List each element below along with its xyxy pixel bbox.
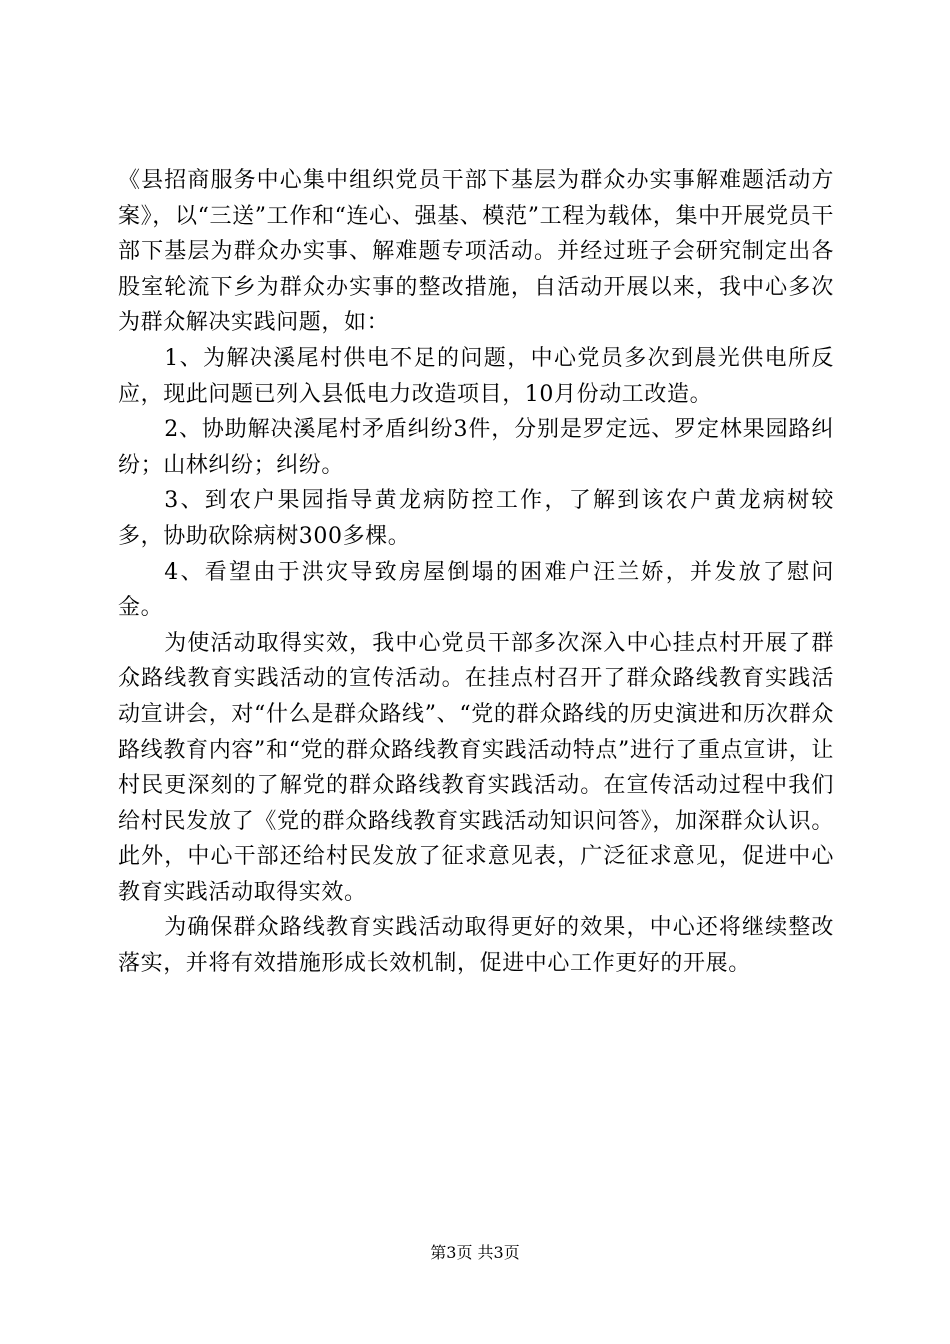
paragraph-item-1-power-supply: 1、为解决溪尾村供电不足的问题，中心党员多次到晨光供电所反应，现此问题已列入县低电力改造项目，10月份动工改造。 (118, 345, 834, 407)
paragraph-activity-plan: 《县招商服务中心集中组织党员干部下基层为群众办实事解难题活动方案》，以“三送”工作和“连心、强基、模范”工程为载体，集中开展党员干部下基层为群众办实事、解难题专项活动。并经过班子会研究制定出各股室轮流下乡为群众办实事的整改措施，自活动开展以来，我中心多次为群众解决实践问题，如： (118, 168, 834, 336)
paragraph-item-4-relief: 4、看望由于洪灾导致房屋倒塌的困难户汪兰娇，并发放了慰问金。 (118, 559, 834, 621)
paragraph-conclusion: 为确保群众路线教育实践活动取得更好的效果，中心还将继续整改落实，并将有效措施形成长效机制，促进中心工作更好的开展。 (118, 915, 834, 977)
paragraph-item-2-disputes: 2、协助解决溪尾村矛盾纠纷3件，分别是罗定远、罗定林果园路纠纷；山林纠纷；纠纷。 (118, 417, 834, 478)
paragraph-item-3-orchard: 3、到农户果园指导黄龙病防控工作，了解到该农户黄龙病树较多，协助砍除病树300多棵。 (118, 488, 834, 549)
paragraph-publicity: 为使活动取得实效，我中心党员干部多次深入中心挂点村开展了群众路线教育实践活动的宣传活动。在挂点村召开了群众路线教育实践活动宣讲会，对“什么是群众路线”、“党的群众路线的历史演进和历次群众路线教育内容”和“党的群众路线教育实践活动特点”进行了重点宣讲，让村民更深刻的了解党的群众路线教育实践活动。在宣传活动过程中我们给村民发放了《党的群众路线教育实践活动知识问答》，加深群众认识。此外，中心干部还给村民发放了征求意见表，广泛征求意见，促进中心教育实践活动取得实效。 (118, 630, 834, 905)
page-number-footer: 第3页 共3页 (430, 1243, 520, 1262)
document-body (118, 163, 834, 982)
